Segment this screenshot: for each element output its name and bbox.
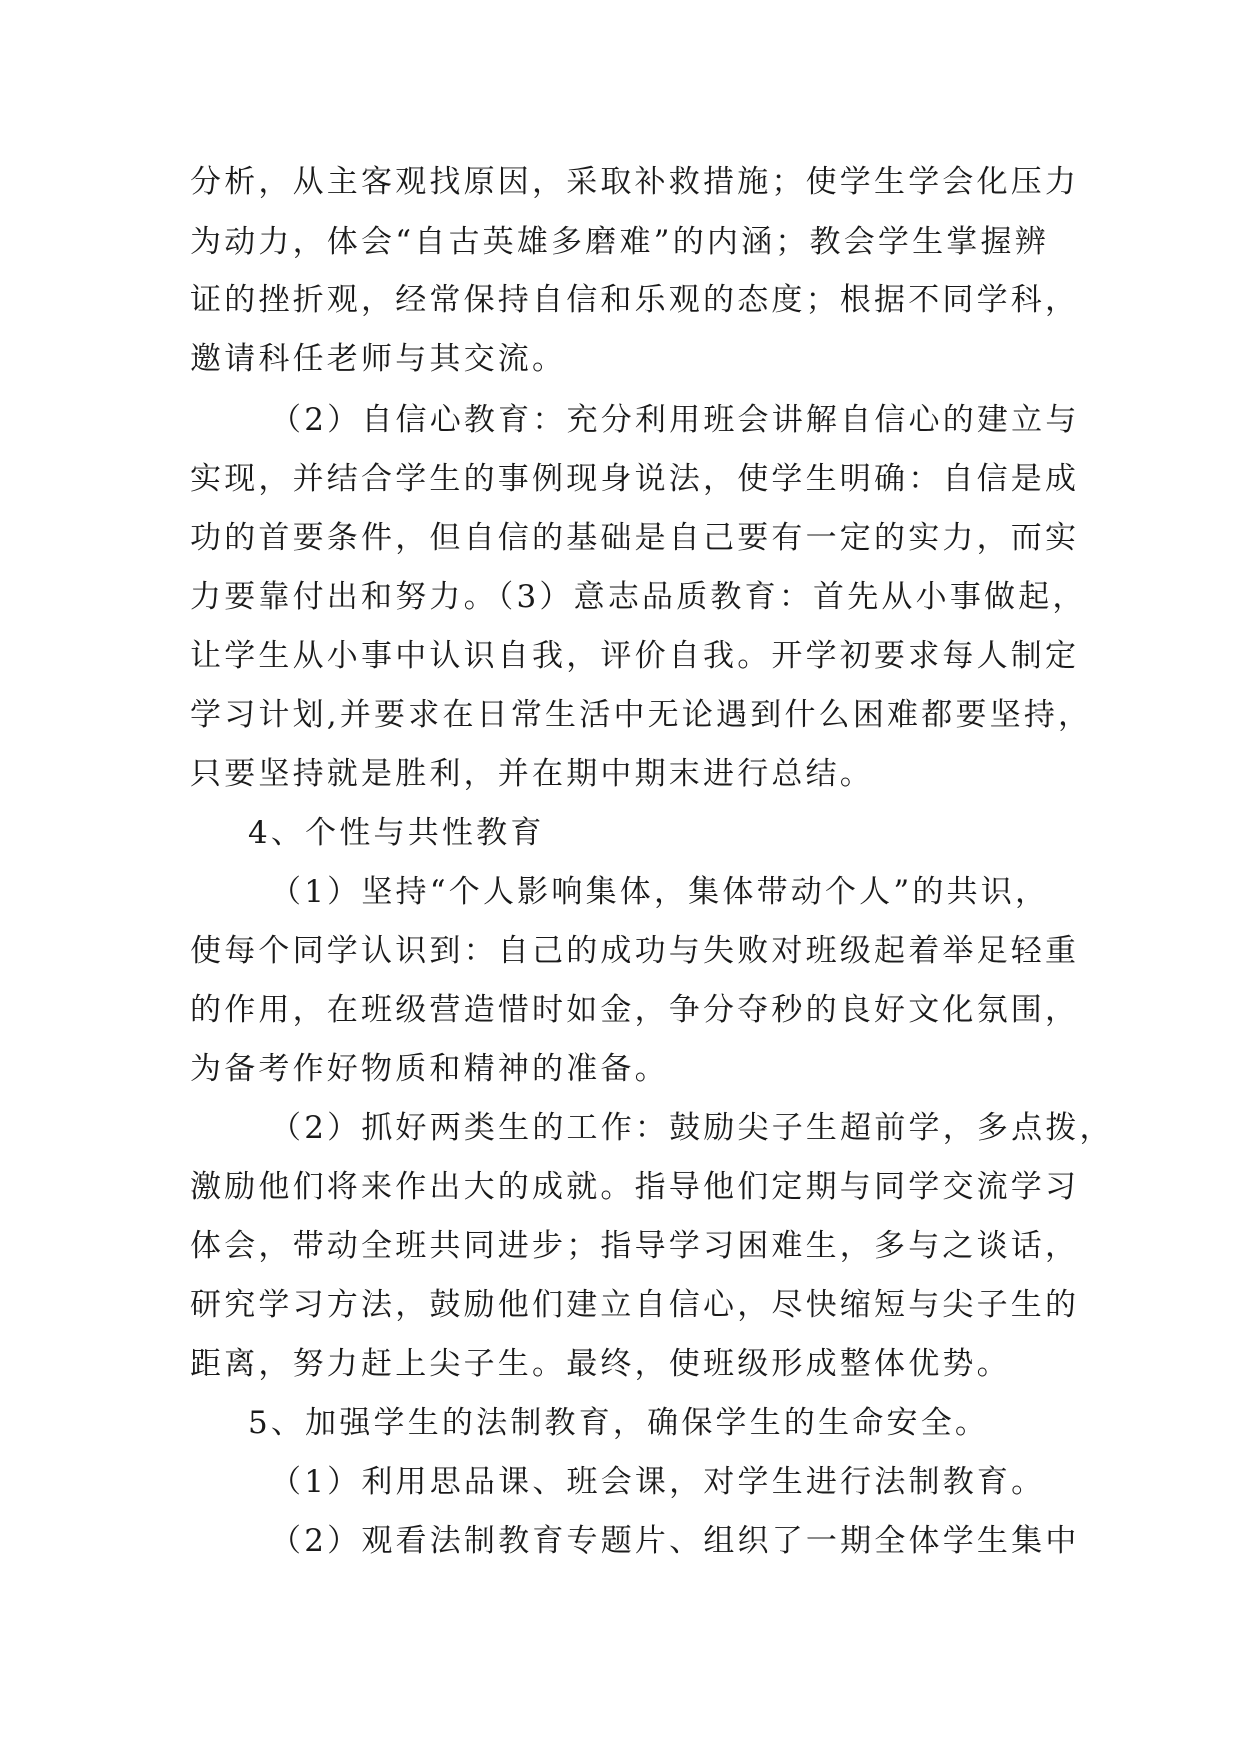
text-line: 只要坚持就是胜利，并在期中期末进行总结。: [190, 756, 874, 792]
text-line: 使每个同学认识到：自己的成功与失败对班级起着举足轻重: [190, 933, 1080, 969]
section-heading: 5、加强学生的法制教育，确保学生的生命安全。: [248, 1405, 990, 1441]
text-line: 证的挫折观，经常保持自信和乐观的态度；根据不同学科，: [190, 282, 1080, 318]
text-line: （2）观看法制教育专题片、组织了一期全体学生集中: [270, 1523, 1080, 1559]
section-heading: 4、个性与共性教育: [248, 815, 545, 851]
text-line: 研究学习方法，鼓励他们建立自信心，尽快缩短与尖子生的: [190, 1287, 1080, 1323]
text-line: （2）自信心教育：充分利用班会讲解自信心的建立与: [270, 402, 1080, 438]
text-line: 为动力，体会“自古英雄多磨难”的内涵；教会学生掌握辨: [190, 224, 1049, 260]
text-line: （1）坚持“个人影响集体，集体带动个人”的共识，: [270, 874, 1050, 910]
text-line: 学习计划,并要求在日常生活中无论遇到什么困难都要坚持，: [190, 697, 1093, 733]
text-line: 力要靠付出和努力。（3）意志品质教育：首先从小事做起，: [190, 579, 1087, 615]
text-line: 的作用，在班级营造惜时如金，争分夺秒的良好文化氛围，: [190, 992, 1080, 1028]
text-line: 体会，带动全班共同进步；指导学习困难生，多与之谈话，: [190, 1228, 1080, 1264]
text-line: 实现，并结合学生的事例现身说法，使学生明确：自信是成: [190, 461, 1080, 497]
text-line: 激励他们将来作出大的成就。指导他们定期与同学交流学习: [190, 1169, 1080, 1205]
text-line: 邀请科任老师与其交流。: [190, 341, 567, 377]
text-line: 功的首要条件，但自信的基础是自己要有一定的实力，而实: [190, 520, 1080, 556]
text-line: （1）利用思品课、班会课，对学生进行法制教育。: [270, 1464, 1046, 1500]
text-line: 让学生从小事中认识自我，评价自我。开学初要求每人制定: [190, 638, 1080, 674]
text-line: 距离，努力赶上尖子生。最终，使班级形成整体优势。: [190, 1346, 1011, 1382]
text-line: （2）抓好两类生的工作：鼓励尖子生超前学，多点拨，: [270, 1110, 1114, 1146]
text-line: 分析，从主客观找原因，采取补救措施；使学生学会化压力: [190, 164, 1080, 200]
text-line: 为备考作好物质和精神的准备。: [190, 1051, 669, 1087]
